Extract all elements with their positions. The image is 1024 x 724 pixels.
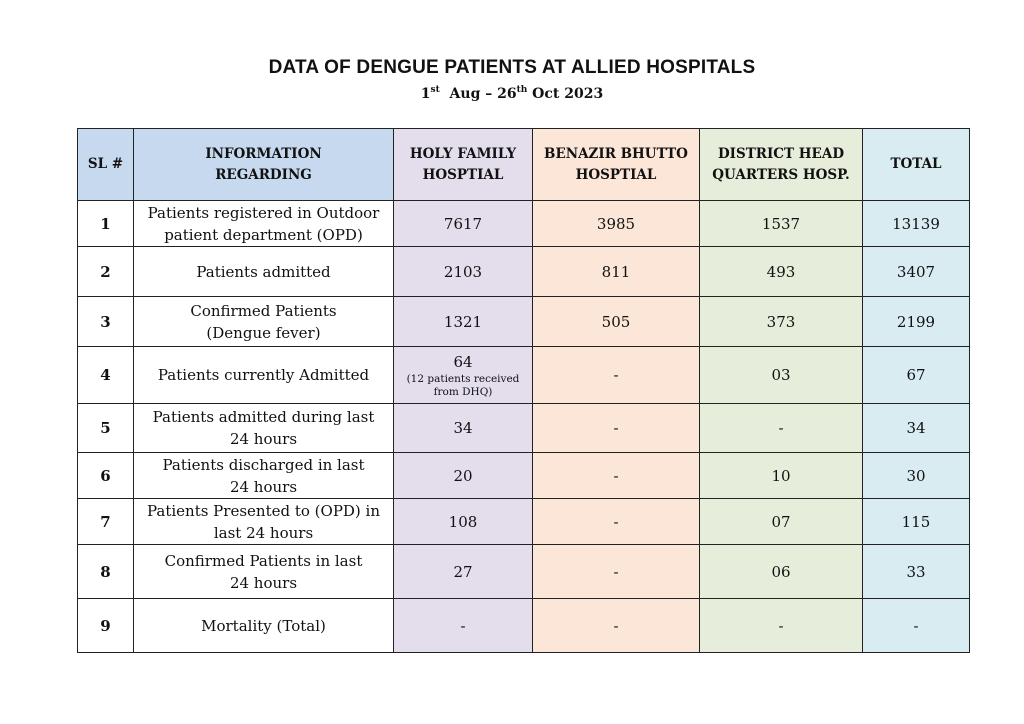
cell-holy-family: 2103 (394, 247, 533, 297)
cell-benazir-bhutto: - (533, 453, 700, 499)
header-information: INFORMATION REGARDING (134, 129, 394, 201)
date-start-suffix: st (430, 85, 440, 95)
cell-information: Mortality (Total) (134, 599, 394, 653)
cell-dhq: - (700, 599, 863, 653)
cell-information: Patients admitted (134, 247, 394, 297)
cell-holy-family: 108 (394, 499, 533, 545)
cell-holy-family: 34 (394, 404, 533, 453)
cell-holy-family: 27 (394, 545, 533, 599)
dengue-data-table (77, 128, 970, 653)
cell-information: Patients Presented to (OPD) in last 24 hours (134, 499, 394, 545)
cell-information: Patients currently Admitted (134, 347, 394, 404)
table-row (78, 404, 970, 453)
cell-sl: 2 (78, 247, 134, 297)
holy-note: (12 patients received from DHQ) (406, 373, 520, 398)
cell-dhq: 1537 (700, 201, 863, 247)
header-total: TOTAL (863, 129, 970, 201)
date-end: Oct 2023 (532, 86, 604, 102)
table-row (78, 499, 970, 545)
table-header-row (78, 129, 970, 201)
cell-sl: 4 (78, 347, 134, 404)
cell-information: Patients registered in Outdoor patient department (OPD) (134, 201, 394, 247)
cell-sl: 6 (78, 453, 134, 499)
cell-holy-family: 20 (394, 453, 533, 499)
cell-sl: 5 (78, 404, 134, 453)
cell-information: Confirmed Patients (Dengue fever) (134, 297, 394, 347)
cell-benazir-bhutto: - (533, 499, 700, 545)
cell-sl: 1 (78, 201, 134, 247)
cell-information: Patients admitted during last 24 hours (134, 404, 394, 453)
cell-dhq: 06 (700, 545, 863, 599)
cell-total: 3407 (863, 247, 970, 297)
cell-total: 115 (863, 499, 970, 545)
cell-holy-family: 64 (12 patients received from DHQ) (394, 347, 533, 404)
cell-total: - (863, 599, 970, 653)
cell-sl: 9 (78, 599, 134, 653)
cell-total: 67 (863, 347, 970, 404)
table-row (78, 247, 970, 297)
table-row (78, 347, 970, 404)
cell-total: 34 (863, 404, 970, 453)
cell-information: Patients discharged in last 24 hours (134, 453, 394, 499)
cell-dhq: 493 (700, 247, 863, 297)
cell-benazir-bhutto: 811 (533, 247, 700, 297)
cell-total: 30 (863, 453, 970, 499)
cell-benazir-bhutto: - (533, 545, 700, 599)
cell-total: 2199 (863, 297, 970, 347)
date-end-suffix: th (516, 85, 528, 95)
cell-dhq: 03 (700, 347, 863, 404)
cell-dhq: 07 (700, 499, 863, 545)
cell-sl: 7 (78, 499, 134, 545)
document-title: DATA OF DENGUE PATIENTS AT ALLIED HOSPITALS (268, 57, 756, 78)
cell-dhq: - (700, 404, 863, 453)
table-row (78, 453, 970, 499)
cell-information: Confirmed Patients in last 24 hours (134, 545, 394, 599)
header-holy-family: HOLY FAMILY HOSPTIAL (394, 129, 533, 201)
date-mid: Aug – 26 (449, 86, 517, 102)
cell-dhq: 373 (700, 297, 863, 347)
cell-sl: 8 (78, 545, 134, 599)
table-row (78, 545, 970, 599)
cell-sl: 3 (78, 297, 134, 347)
cell-holy-family: 1321 (394, 297, 533, 347)
cell-dhq: 10 (700, 453, 863, 499)
cell-total: 13139 (863, 201, 970, 247)
cell-benazir-bhutto: 3985 (533, 201, 700, 247)
cell-benazir-bhutto: - (533, 347, 700, 404)
table-row (78, 297, 970, 347)
cell-benazir-bhutto: 505 (533, 297, 700, 347)
table-row (78, 599, 970, 653)
cell-benazir-bhutto: - (533, 599, 700, 653)
date-range-subtitle (0, 85, 1024, 102)
header-district-head-quarters: DISTRICT HEAD QUARTERS HOSP. (700, 129, 863, 201)
header-benazir-bhutto: BENAZIR BHUTTO HOSPTIAL (533, 129, 700, 201)
date-start-day: 1 (420, 86, 431, 102)
cell-benazir-bhutto: - (533, 404, 700, 453)
cell-holy-family: 7617 (394, 201, 533, 247)
table-row (78, 201, 970, 247)
cell-total: 33 (863, 545, 970, 599)
header-sl: SL # (78, 129, 134, 201)
cell-holy-family: - (394, 599, 533, 653)
